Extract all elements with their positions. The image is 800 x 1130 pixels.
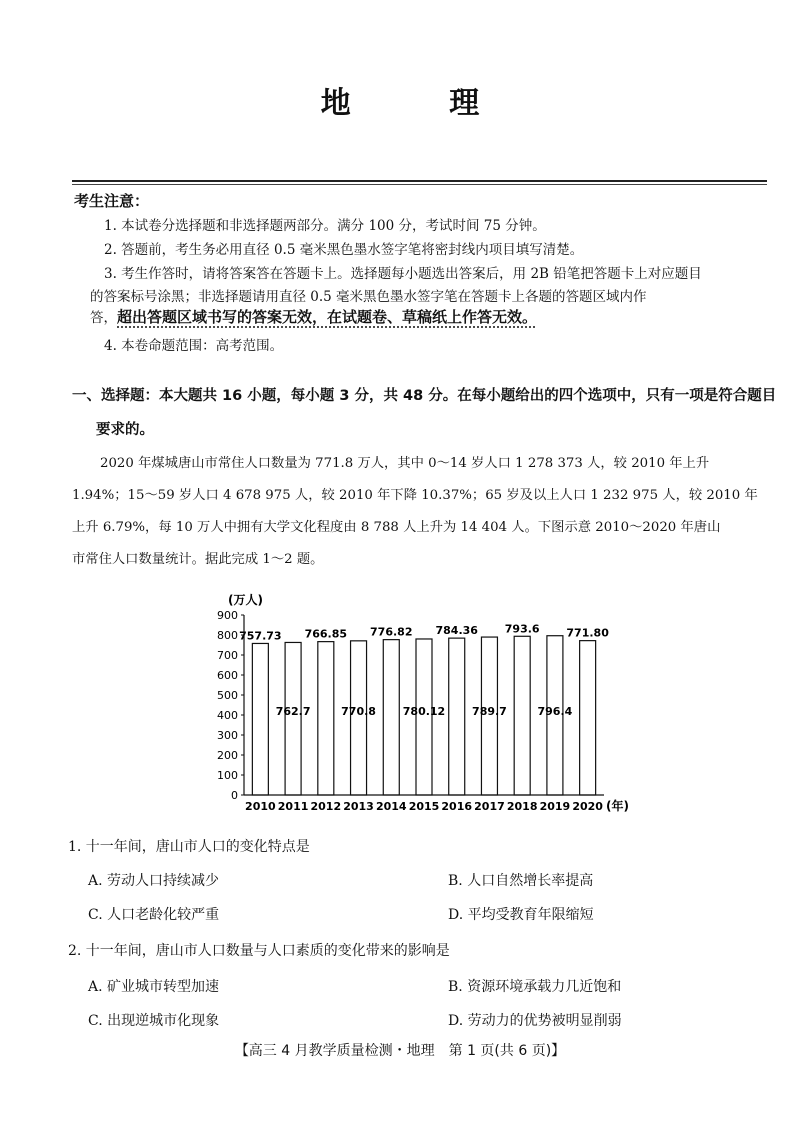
y-axis-label: (万人) [228, 593, 263, 607]
bar-value-label: 757.73 [239, 629, 282, 643]
notice-item-4: 4. 本卷命题范围：高考范围。 [104, 338, 284, 354]
y-tick-label: 300 [217, 729, 238, 742]
header-rule [72, 180, 767, 182]
bar-value-label: 766.85 [304, 627, 348, 641]
bar-value-label: 793.6 [504, 622, 540, 636]
x-tick-label: 2011 [277, 800, 309, 813]
y-tick-label: 900 [217, 609, 238, 622]
bar-2014 [383, 640, 399, 795]
question-1-option-d: D. 平均受教育年限缩短 [448, 907, 594, 923]
notice-heading: 考生注意： [74, 192, 150, 210]
y-tick-label: 200 [217, 749, 238, 762]
bar-2010 [252, 643, 268, 795]
bar-value-label: 762.7 [275, 705, 311, 718]
question-2-option-c: C. 出现逆城市化现象 [88, 1013, 220, 1029]
question-1-option-c: C. 人口老龄化较严重 [88, 907, 220, 923]
page-title: 地 理 [320, 86, 524, 121]
notice-item-3-tail: 答， [90, 310, 117, 326]
y-tick-label: 800 [217, 629, 238, 642]
passage-line-1: 2020 年煤城唐山市常住人口数量为 771.8 万人，其中 0～14 岁人口 1 278 373 人，较 2010 年上升 [100, 456, 710, 471]
passage-line-3: 上升 6.79%，每 10 万人中拥有大学文化程度由 8 788 人上升为 14 404 人。下图示意 2010～2020 年唐山 [72, 520, 721, 535]
x-tick-label: 2013 [343, 800, 374, 813]
x-tick-label: 2014 [375, 800, 407, 813]
bar-value-label: 776.82 [370, 625, 413, 639]
y-tick-label: 0 [231, 789, 238, 802]
x-tick-label: 2017 [474, 800, 505, 813]
bar-value-label: 796.4 [537, 705, 573, 718]
question-1-option-a: A. 劳动人口持续减少 [88, 873, 220, 889]
bar-value-label: 789.7 [472, 705, 507, 718]
y-tick-label: 600 [217, 669, 238, 682]
bar-2020 [580, 641, 596, 795]
notice-item-2: 2. 答题前，考生务必用直径 0.5 毫米黑色墨水签字笔将密封线内项目填写清楚。 [104, 242, 584, 258]
bar-2018 [514, 636, 530, 795]
page-footer: 【高三 4 月教学质量检测・地理 第 1 页(共 6 页)】 [234, 1043, 566, 1059]
y-tick-label: 700 [217, 649, 238, 662]
notice-item-3: 3. 考生作答时，请将答案答在答题卡上。选择题每小题选出答案后，用 2B 铅笔把答题卡上对应题目 [104, 266, 702, 282]
question-2-option-d: D. 劳动力的优势被明显削弱 [448, 1013, 622, 1029]
passage-line-2: 1.94%；15～59 岁人口 4 678 975 人，较 2010 年下降 10.37%；65 岁及以上人口 1 232 975 人，较 2010 年 [72, 488, 758, 503]
y-tick-label: 500 [217, 689, 238, 702]
section-heading: 一、选择题：本大题共 16 小题，每小题 3 分，共 48 分。在每小题给出的四个选项中，只有一项是符合题目 [72, 388, 777, 404]
y-tick-label: 100 [217, 769, 238, 782]
y-tick-label: 400 [217, 709, 238, 722]
x-axis-unit: (年) [606, 799, 629, 813]
notice-item-3-end [90, 306, 537, 327]
x-tick-label: 2016 [441, 800, 473, 813]
bar-2011 [285, 642, 301, 795]
notice-item-3-cont: 的答案标号涂黑；非选择题请用直径 0.5 毫米黑色墨水签字笔在答题卡上各题的答题区域内作 [90, 289, 647, 305]
x-tick-label: 2020 [572, 800, 603, 813]
question-1-option-b: B. 人口自然增长率提高 [448, 873, 594, 889]
question-2-stem: 2. 十一年间，唐山市人口数量与人口素质的变化带来的影响是 [68, 943, 450, 959]
bar-value-label: 784.36 [435, 624, 478, 638]
population-bar-chart [200, 588, 640, 828]
bar-value-label: 780.12 [402, 705, 446, 718]
bar-value-label: 771.80 [566, 626, 609, 640]
x-tick-label: 2019 [539, 800, 571, 813]
question-1-stem: 1. 十一年间，唐山市人口的变化特点是 [68, 839, 310, 855]
bar-2016 [449, 638, 465, 795]
x-tick-label: 2012 [310, 800, 342, 813]
x-tick-label: 2015 [408, 800, 440, 813]
x-tick-label: 2010 [245, 800, 276, 813]
question-2-option-a: A. 矿业城市转型加速 [88, 979, 220, 995]
bar-value-label: 770.8 [341, 705, 376, 718]
notice-emphasis: 超出答题区域书写的答案无效，在试题卷、草稿纸上作答无效。 [117, 308, 538, 326]
passage-line-4: 市常住人口数量统计。据此完成 1～2 题。 [72, 552, 324, 567]
bar-2012 [318, 642, 334, 795]
notice-item-1: 1. 本试卷分选择题和非选择题两部分。满分 100 分，考试时间 75 分钟。 [104, 218, 546, 234]
question-2-option-b: B. 资源环境承载力几近饱和 [448, 979, 622, 995]
header-rule-thin [72, 184, 767, 185]
x-tick-label: 2018 [506, 800, 538, 813]
section-heading-cont: 要求的。 [96, 422, 154, 438]
